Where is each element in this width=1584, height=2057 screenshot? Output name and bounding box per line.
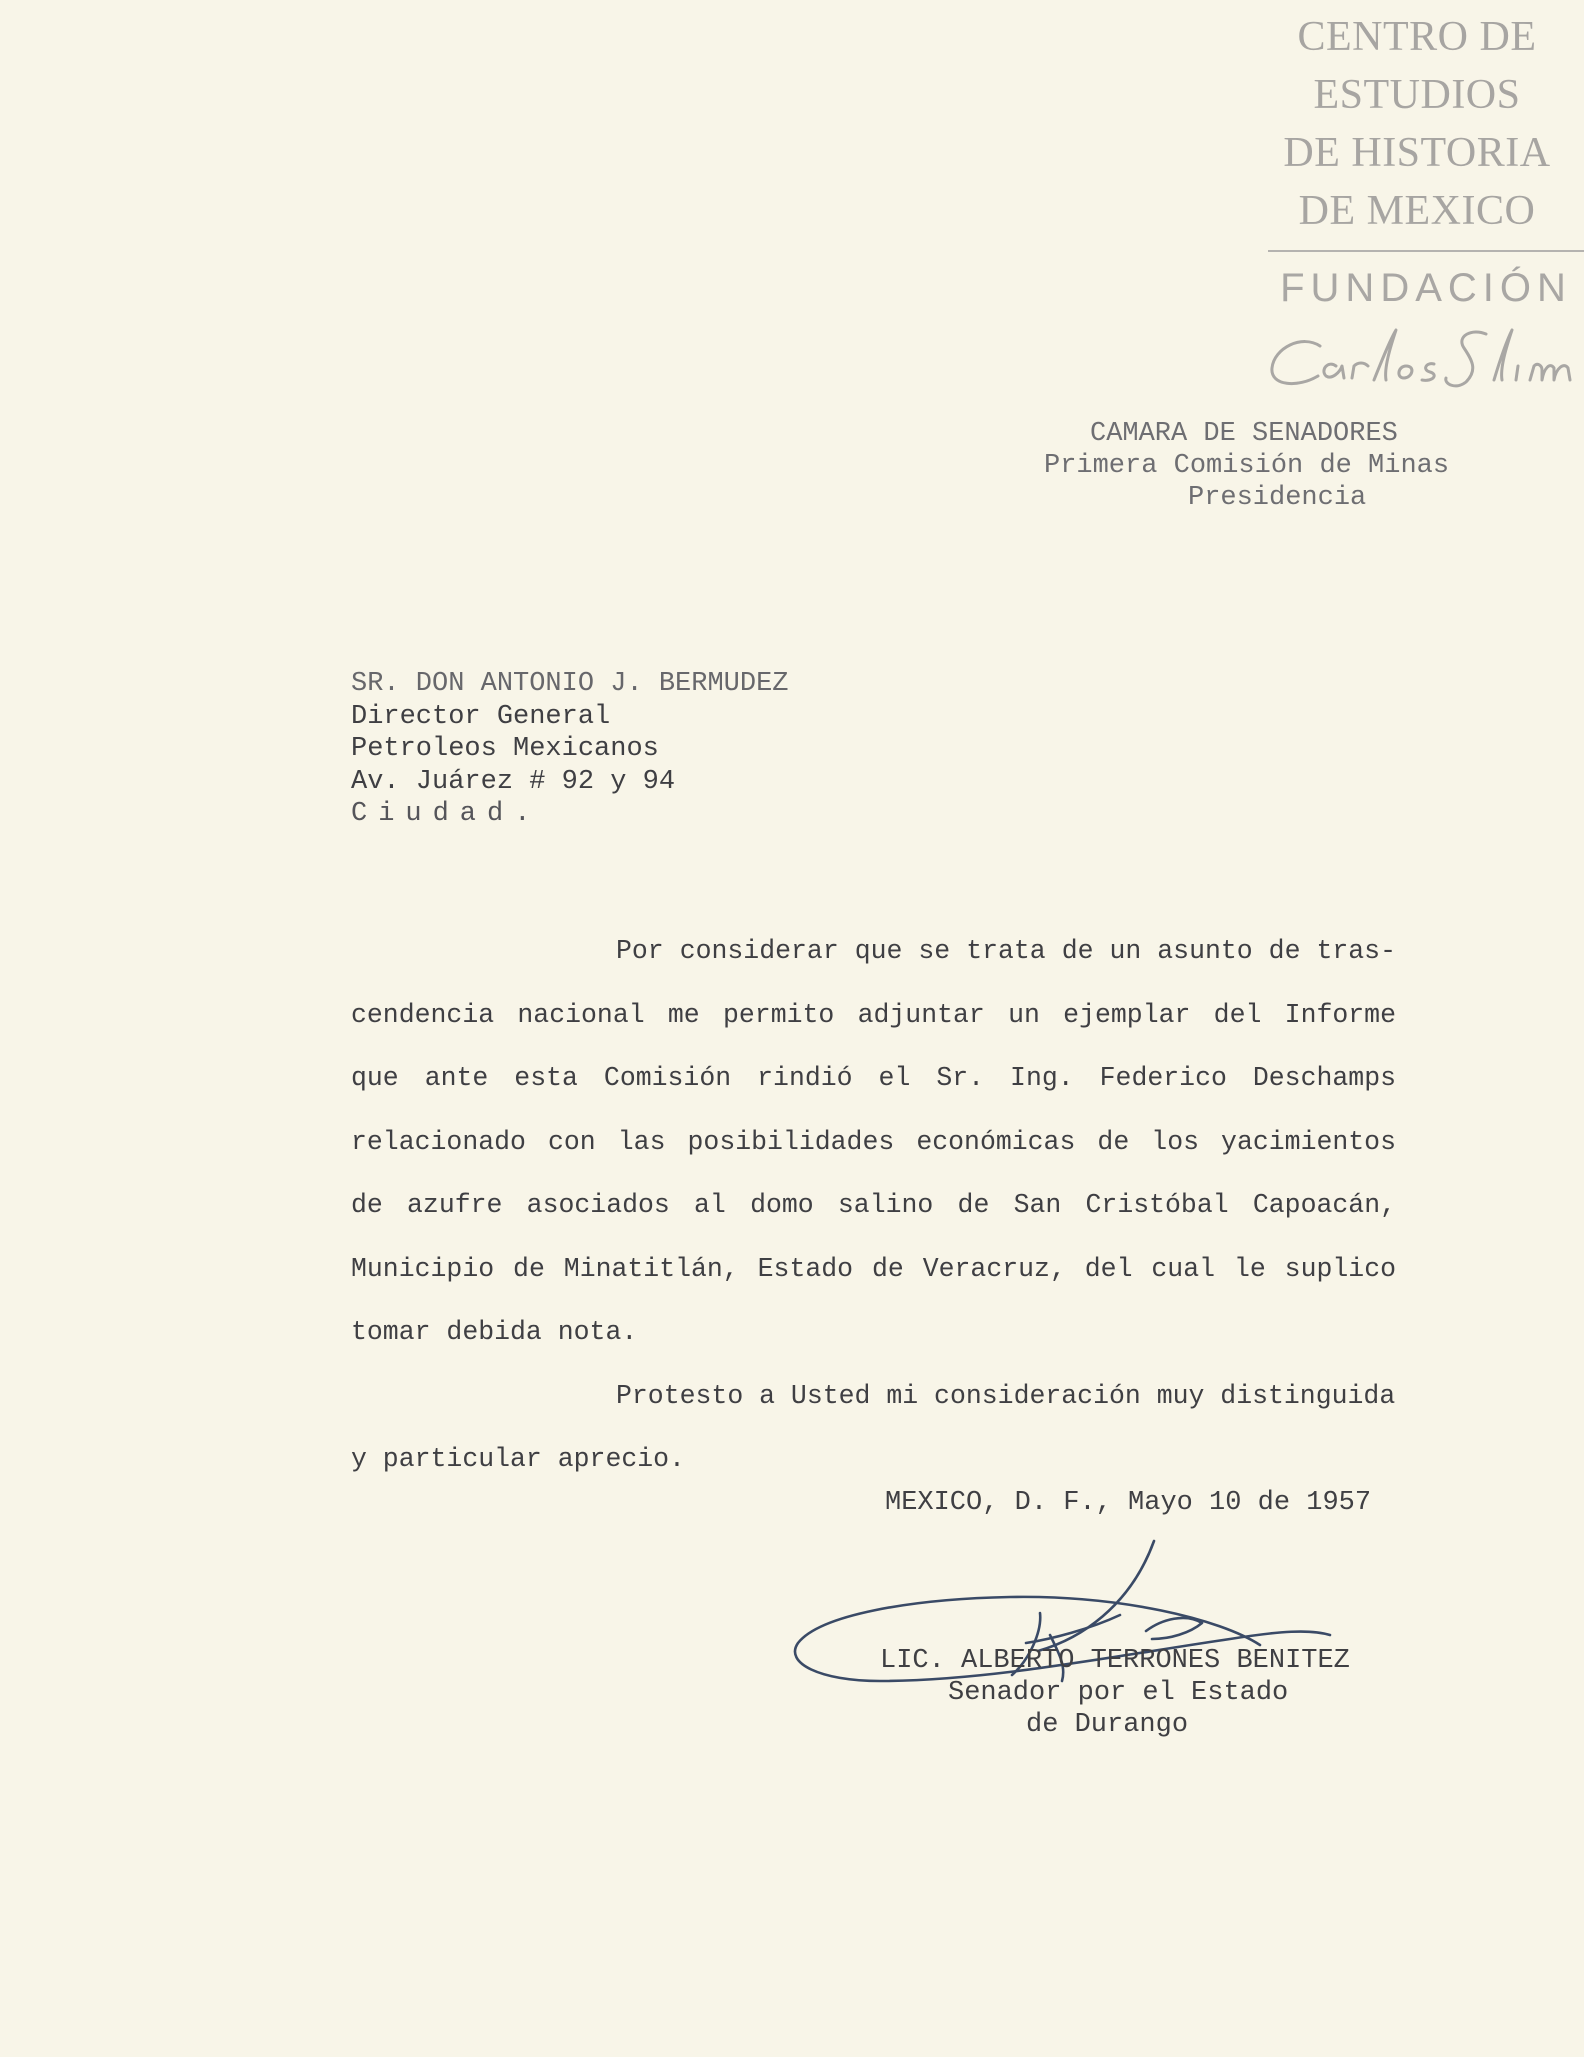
archive-watermark bbox=[1250, 8, 1584, 310]
recipient-address bbox=[351, 668, 788, 831]
archive-line-1: CENTRO DE bbox=[1297, 14, 1537, 60]
recipient-street: Av. Juárez # 92 y 94 bbox=[351, 766, 676, 797]
archive-line-2: ESTUDIOS bbox=[1313, 72, 1521, 118]
signatory-name: LIC. ALBERTO TERRONES BENITEZ bbox=[880, 1646, 1350, 1676]
letterhead-chamber: CAMARA DE SENADORES bbox=[1090, 419, 1398, 449]
recipient-title: Director General bbox=[351, 701, 611, 732]
letter-body bbox=[351, 920, 1396, 1492]
recipient-city: Ciudad. bbox=[351, 799, 542, 829]
archive-line-3: DE HISTORIA bbox=[1283, 130, 1551, 176]
recipient-name: SR. DON ANTONIO J. BERMUDEZ bbox=[351, 669, 789, 699]
foundation-signature-logo bbox=[1250, 308, 1584, 400]
recipient-organization: Petroleos Mexicanos bbox=[351, 734, 659, 764]
signatory-title-line-2: de Durango bbox=[1026, 1710, 1189, 1740]
letterhead-commission: Primera Comisión de Minas bbox=[1044, 451, 1450, 481]
signature-block bbox=[880, 1645, 1350, 1741]
letter-date: MEXICO, D. F., Mayo 10 de 1957 bbox=[885, 1488, 1372, 1518]
signatory-title-line-1: Senador por el Estado bbox=[948, 1678, 1289, 1708]
body-paragraph-1: Por considerar que se trata de un asunto de tras-cendencia nacional me permito adjuntar un ejemplar del Informe que ante esta Comisión rindió el Sr. Ing. Federico Deschamps relacionado con las posibilidades económicas de los yacimientos de azufre asociados al domo salino de San Cristóbal Capoacán, Municipio de Minatitlán, Estado de Veracruz, del cual le suplico tomar debida nota. bbox=[351, 936, 1396, 1347]
body-paragraph-2: Protesto a Usted mi consideración muy distinguida y particular aprecio. bbox=[351, 1380, 1396, 1474]
letterhead-presidency: Presidencia bbox=[1188, 483, 1367, 513]
letterhead bbox=[1000, 418, 1470, 514]
archive-foundation: FUNDACIÓN bbox=[1280, 266, 1572, 310]
archive-divider bbox=[1268, 250, 1584, 252]
archive-line-4: DE MEXICO bbox=[1298, 188, 1536, 234]
